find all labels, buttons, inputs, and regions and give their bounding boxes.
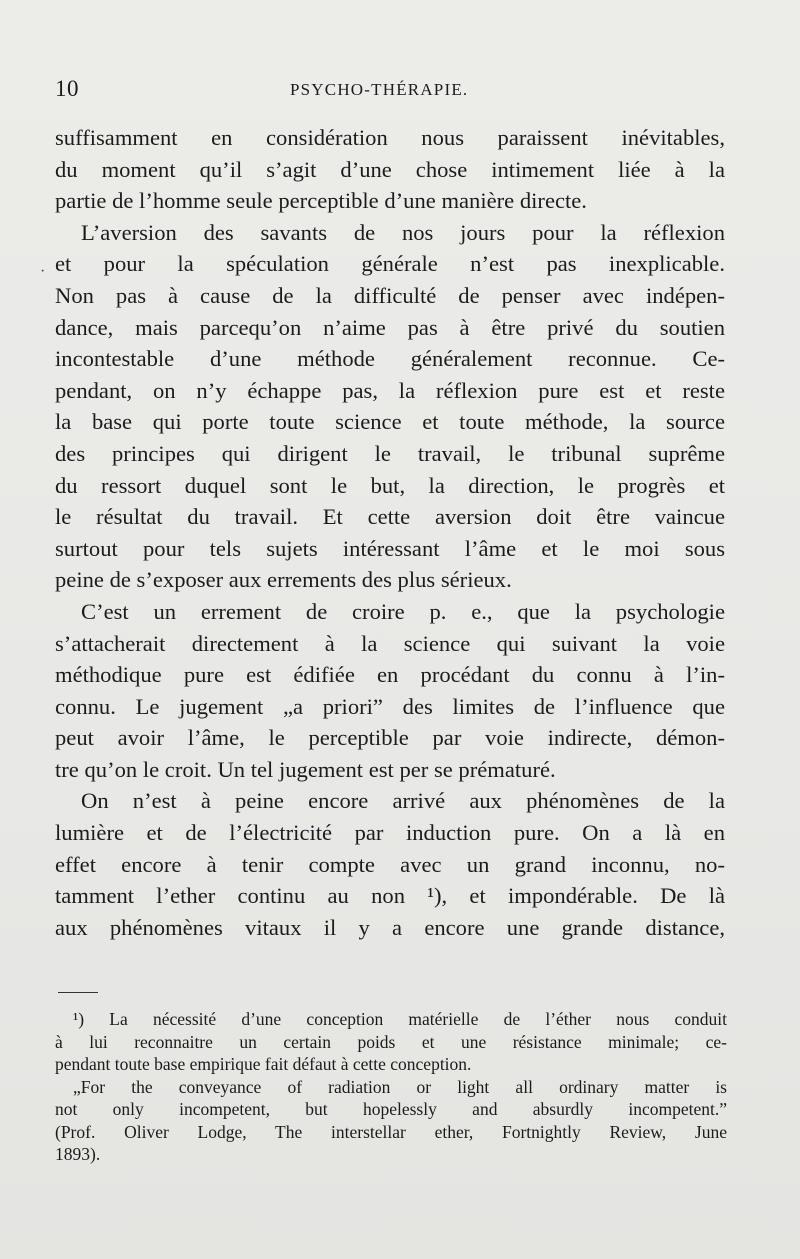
body-line: incontestable d’une méthode généralement reconnue. Ce- bbox=[55, 346, 725, 372]
body-line: lumière et de l’électricité par induction pure. On a là en bbox=[55, 820, 725, 846]
body-line: tre qu’on le croit. Un tel jugement est per se prématuré. bbox=[55, 756, 556, 782]
page-number: 10 bbox=[55, 76, 79, 101]
body-line: s’attacherait directement à la science qui suivant la voie bbox=[55, 630, 725, 656]
body-line: méthodique pure est édifiée en procédant du connu à l’in- bbox=[55, 662, 725, 688]
body-line: dance, mais parcequ’on n’aime pas à être privé du soutien bbox=[55, 314, 725, 340]
footnote-line: 1893). bbox=[55, 1144, 101, 1164]
page-header bbox=[55, 76, 735, 106]
footnote-rule bbox=[58, 992, 98, 993]
body-text bbox=[55, 122, 725, 943]
body-line: aux phénomènes vitaux il y a encore une grande distance, bbox=[55, 914, 725, 940]
body-line: surtout pour tels sujets intéressant l’âme et le moi sous bbox=[55, 535, 725, 561]
body-line: du moment qu’il s’agit d’une chose intimement liée à la bbox=[55, 156, 725, 182]
body-line: des principes qui dirigent le travail, le tribunal suprême bbox=[55, 440, 725, 466]
footnote-line: ¹) La nécessité d’une conception matérielle de l’éther nous conduit bbox=[73, 1009, 727, 1029]
body-line: On n’est à peine encore arrivé aux phénomènes de la bbox=[81, 788, 725, 814]
body-line: L’aversion des savants de nos jours pour la réflexion bbox=[81, 219, 725, 245]
body-line: effet encore à tenir compte avec un grand inconnu, no- bbox=[55, 851, 725, 877]
body-line: connu. Le jugement „a priori” des limites de l’influence que bbox=[55, 693, 725, 719]
body-line: le résultat du travail. Et cette aversion doit être vaincue bbox=[55, 504, 725, 530]
footnote-line: (Prof. Oliver Lodge, The interstellar ether, Fortnightly Review, June bbox=[55, 1121, 727, 1142]
body-line: la base qui porte toute science et toute méthode, la source bbox=[55, 409, 725, 435]
body-line: suffisamment en considération nous paraissent inévitables, bbox=[55, 125, 725, 150]
footnote-line: not only incompetent, but hopelessly and absurdly incompetent.” bbox=[55, 1099, 727, 1119]
footnote-line: pendant toute base empirique fait défaut à cette conception. bbox=[55, 1054, 472, 1074]
margin-mark: · bbox=[40, 263, 46, 280]
body-line: partie de l’homme seule perceptible d’une manière directe. bbox=[55, 188, 587, 214]
body-line: peut avoir l’âme, le perceptible par voie indirecte, démon- bbox=[55, 725, 725, 751]
body-line: pendant, on n’y échappe pas, la réflexion pure est et reste bbox=[55, 377, 725, 403]
body-line: C’est un errement de croire p. e., que la psychologie bbox=[81, 598, 725, 624]
footnote-line: „For the conveyance of radiation or light all ordinary matter is bbox=[73, 1076, 727, 1097]
footnotes bbox=[55, 1008, 727, 1166]
running-head: PSYCHO-THÉRAPIE. bbox=[290, 80, 469, 99]
body-line: et pour la spéculation générale n’est pas inexplicable. bbox=[55, 251, 725, 277]
body-line: Non pas à cause de la difficulté de penser avec indépen- bbox=[55, 282, 725, 308]
body-line: peine de s’exposer aux errements des plus sérieux. bbox=[55, 567, 512, 593]
body-line: tamment l’ether continu au non ¹), et impondérable. De là bbox=[55, 883, 725, 909]
footnote-line: à lui reconnaitre un certain poids et une résistance minimale; ce- bbox=[55, 1031, 727, 1052]
body-line: du ressort duquel sont le but, la direction, le progrès et bbox=[55, 472, 725, 498]
